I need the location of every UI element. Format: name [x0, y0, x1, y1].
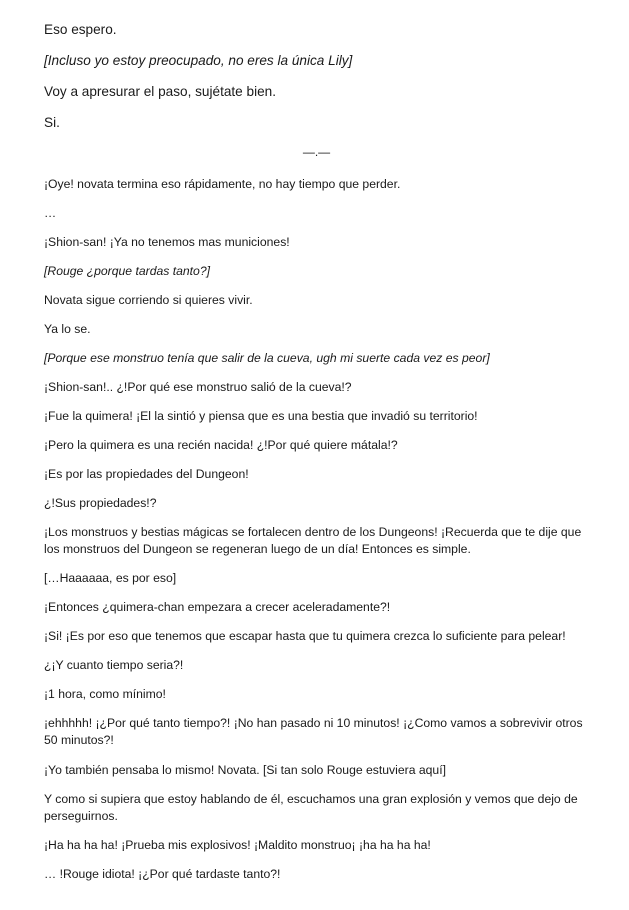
paragraph: ¡Shion-san!.. ¿!Por qué ese monstruo salió de la cueva!?	[44, 380, 352, 394]
paragraph: Ya lo se.	[44, 322, 91, 336]
paragraph: ¡Pero la quimera es una recién nacida! ¿!Por qué quiere mátala!?	[44, 438, 398, 452]
paragraph: [Incluso yo estoy preocupado, no eres la única Lily]	[44, 53, 353, 68]
paragraph: ¡Es por las propiedades del Dungeon!	[44, 467, 249, 481]
paragraph: ¡Ha ha ha ha! ¡Prueba mis explosivos! ¡Maldito monstruo¡ ¡ha ha ha ha!	[44, 838, 431, 852]
paragraph: … !Rouge idiota! ¡¿Por qué tardaste tanto?!	[44, 867, 281, 881]
paragraph: Voy a apresurar el paso, sujétate bien.	[44, 84, 276, 99]
paragraph: ¡Si! ¡Es por eso que tenemos que escapar hasta que tu quimera crezca lo suficiente para pelear!	[44, 629, 566, 643]
paragraph: ¡Yo también pensaba lo mismo! Novata. [Si tan solo Rouge estuviera aquí]	[44, 763, 446, 777]
paragraph: ¡Fue la quimera! ¡El la sintió y piensa que es una bestia que invadió su territorio!	[44, 409, 478, 423]
paragraph: […Haaaaaa, es por eso]	[44, 571, 177, 585]
paragraph: ¡1 hora, como mínimo!	[44, 687, 166, 701]
paragraph: Novata sigue corriendo si quieres vivir.	[44, 293, 253, 307]
paragraph: [Porque ese monstruo tenía que salir de la cueva, ugh mi suerte cada vez es peor]	[44, 351, 490, 365]
paragraph: ¡ehhhhh! ¡¿Por qué tanto tiempo?! ¡No han pasado ni 10 minutos! ¡¿Como vamos a sobrevivir otros 50 minutos?!	[44, 716, 583, 747]
paragraph: Si.	[44, 115, 60, 130]
paragraph: ¡Shion-san! ¡Ya no tenemos mas municiones!	[44, 235, 290, 249]
paragraph: ¡Los monstruos y bestias mágicas se fortalecen dentro de los Dungeons! ¡Recuerda que te dije que los monstruos del Dungeon se regeneran luego de un día! Entonces es simple.	[44, 525, 582, 556]
paragraph: ¿!Sus propiedades!?	[44, 496, 157, 510]
scene-separator: —.—	[302, 145, 331, 159]
paragraph: ¡Oye! novata termina eso rápidamente, no hay tiempo que perder.	[44, 177, 401, 191]
paragraph: ¿¡Y cuanto tiempo seria?!	[44, 658, 184, 672]
paragraph: [Rouge ¿porque tardas tanto?]	[44, 264, 210, 278]
paragraph: Y como si supiera que estoy hablando de él, escuchamos una gran explosión y vemos que dejo de perseguirnos.	[44, 792, 578, 823]
paragraph: Eso espero.	[44, 22, 117, 37]
paragraph: …	[44, 206, 57, 220]
paragraph: ¡Entonces ¿quimera-chan empezara a crecer aceleradamente?!	[44, 600, 391, 614]
